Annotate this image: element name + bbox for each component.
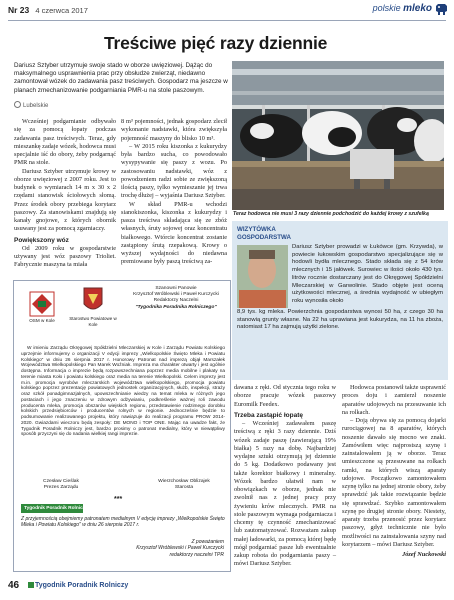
article-author: Józef Nuckowski [402,551,446,558]
issue-date: 4 czerwca 2017 [35,6,88,15]
brand-mleko: mleko [403,3,432,14]
paragraph: 8 m³ pojemności, jednak gospodarz zlecił wykonanie nadstawki, która zwiększyła pojemność maszyny do blisko 10 m³. [121,118,227,142]
signature-1 [26,479,96,491]
footer-brand [27,582,128,589]
paragraph: – Doją obywa się za pomocą dojarki rurociągowej na 8 aparatów, których noszenie dawało się mocno we znaki. Zamówiłem więc najprostszą szynę i zainstalowałem ją w oborze. Teraz umieszczone są przesuwane na rolkach ramki, na których wiszą aparaty udojowe. Początkowo zamontowałem szynę tylko na jednej stronie obory, żeby sprawdzić jak takie rozwiązanie będzie się sprawdzać. Szybko zamontowałem szynę po drugiej stronie obory. Niestety, aparaty trzeba przenosić przez korytarz paszowy, gdyż technicznie nie było możliwości na zainstalowania szyny nad korytarzem – mówi Dariusz Sztyber. [342,417,446,548]
signatory-name: Wierzchosław Oblizajek [158,479,210,484]
reply-text: Z przyjemnością obejmiemy patronatem medialnym V edycję imprezy „Wielkopolskie Święto Mleka i Powiatu Kolskiego" w dniu 26 sierpnia 2017 r. [21,516,225,529]
reply-closing [94,539,224,558]
tpr-badge-label: Tygodnik Poradnik Rolniczy [24,506,88,511]
subheading: Trzeba zastąpić łopatę [234,411,303,419]
addressee-publication: "Tygodnika Poradnika Rolniczego" [135,304,217,310]
profile-text-continued: 8,9 tys. kg mleka. Powierzchnia gospodarstwa wynosi 50 ha, z czego 30 ha stanowią grunty własne. Na 22 ha uprawiana jest kukurydza, na 11 ha zboża, natomiast 17 ha zajmują użytki zielone. [237,309,443,331]
addressee-role: Redaktorzy Naczelni [153,298,199,304]
paragraph: Hodowca postanowił także usprawnić proces doju i zamierzł noszenie aparatów udojowych na przesuwanie ich na rolkach. [342,384,446,416]
barn-photo [232,61,444,210]
separator-stars: *** [114,496,123,503]
photo-caption: Teraz hodowca nie musi 3 razy dziennie podchodzić do każdej krowy z szufelką [233,211,429,217]
paragraph: – W 2015 roku kiszonka z kukurydzy była bardzo sucha, co powodowało wysypywanie się paszy z wozu. Po zastosowaniu nadstawki, wóz z powodzeniem radzi sobie ze zwiększoną ilością paszy, tylko wymieszanie jej trwa trochę dłużej – wyjaśnia Dariusz Sztyber. [121,142,227,200]
closing-greeting: Z poważaniem [191,539,224,545]
addressee-names: Krzysztof Wróblewski i Paweł Kurczycki [133,292,219,298]
closing-names: Krzysztof Wróblewski i Paweł Kurczycki [136,545,224,552]
profile-heading [237,226,291,241]
footer-brand-label: Tygodnik Poradnik Rolniczy [35,582,129,589]
page-number: 46 [8,580,20,591]
letter-addressee [126,286,226,311]
brand-logo [373,3,432,14]
brand-polskie: polskie [372,3,401,13]
signature-2 [144,479,224,491]
header-divider [8,20,446,21]
article-lead: Dariusz Sztyber utrzymuje swoje stado w oborze uwięziowej. Dążąc do maksymalnego usprawnienia prac przy obsłudze zwierząt, niedawno zamontował wózek do zadawania pasz treściwych. Gospodarz ma jeszcze w planach zmechanizowanie podgarniania PMR-u na stole paszowym. [14,62,228,94]
region-tag [14,101,48,109]
profile-heading-line2: GOSPODARSTWA [237,233,291,241]
profile-text: Dariusz Sztyber prowadzi w Łukówce (gm. Krzywda), w powiecie łukowskim gospodarstwo specjalizujące się w hodowli bydła mlecznego. Stado składa się z 54 krów mlecznych i 15 jałówek. Surowiec w ilości około 430 tys. litrów rocznie dostarczany jest do Okręgowej Spółdzielni Mleczarskiej w Garwolinie. Stado objęte jest oceną użytkowości mlecznej, a średnia wydajność w ubiegłym roku wynosiła około [292,244,443,304]
paragraph: W skład PMR-u wchodzi sianokiszonka, kiszonka z kukurydzy i pasza treściwa składająca się ze zbóż własnych, śruty sojowej oraz koncentratu białkowego. Wtórcie koncentrat zostanie zastąpiony śrutą rzepakową. Krowy o wyższej wydajności do niedawna premiowane były paszą treściwą za- [121,200,227,266]
cow-icon [434,2,449,16]
barn-cows-image [232,61,444,210]
coat-of-arms-icon [82,286,104,316]
paragraph: Od 2009 roku w gospodarstwie używany jest wóz paszowy Trioliet. Fabrycznie maszyna ta miała [14,244,116,269]
signatory-role: Prezes Zarządu [43,485,79,490]
tpr-badge [21,504,88,513]
starostwo-logo [68,286,118,336]
region-label: Lubelskie [23,103,49,109]
paragraph: Wcześniej podgarnianie odbywało się za pomocą łopaty podczas zadawania pasz treściwych. Teraz, gdy mieszankę zadaje wózek, hodowca musi specjalnie iść do obory, żeby podgarnąć PMR na stole. [14,118,116,167]
osm-emblem-icon [29,291,55,317]
page-header [0,0,454,22]
closing-role: redaktorzy naczelni TPR [169,551,224,558]
paragraph: dawana z ręki. Od stycznia tego roku w oborze pracuje wózek paszowy Euromilk Feedex. [234,384,336,408]
subheading: Powiększony wóz [14,236,69,244]
patronage-letter [13,280,231,572]
osm-logo-label: OSM w Kole [29,318,55,323]
brand-square-icon [28,582,34,588]
addressee-greeting: Szanowni Panowie [155,286,197,291]
letter-body: W imieniu Zarządu Okręgowej Spółdzielni Mleczarskiej w Kole i Zarządu Powiatu Kolskiego uprzejmie informujemy o organizacji V edycji imprezy „Wielkopolskie Święto Mleka i Powiatu Kolskiego" w dniu 26 sierpnia 2017 r. Honorowy Patronat nad imprezą objął Marszałek Województwa Wielkopolskiego Pan Marek Woźniak. Impreza ma charakter otwarty i jest ogólnie dostępna. Informacja o imprezie będą rozpowszechniana poprzez media mobilne i plakaty na terenie miasta Koło i powiatu kolskiego oraz media na terenie Wielkopolski. Celem imprezy jest m.in. promocja wyrobów mleczarskich województwa wielkopolskiego, promocja powiatu kolskiego poprzez prezentację powiatowych jednostek organizacyjnych, służb, inspekcji, straży oraz szkół ponadgimnazjalnych, upowszechnianie wiedzy na temat mleka w różnych jego postaciach i jego znaczeniu w zdrowym odżywianiu, podkreślenie ważnej roli zawodu producenta mleka, promocja obszarów wiejskich regionu, przedstawienie rodzimego dorobku kolskich przedsiębiorców i producentów rolnych w regionie. Jednocześnie będzie to podsumowanie realizowanego projektu, który nawiązuje do realizacji programu PROW 2014-2020. Gwiazdami wieczoru będą zespoły: DE MONO i TOP ONE. Mając na uwadze fakt, że Tygodnik Poradnik Rolniczy jest, bardzo prosimy o patronat medialny, który w niewątpliwy sposób przyczyni się do nadania wielkiej rangi imprezie. [21,346,225,438]
issue-info [8,5,88,15]
column-1 [14,118,116,270]
profile-heading-line1: WIZYTÓWKA [237,226,276,233]
signatory-name: Czesław Cieślak [43,479,79,484]
location-icon [14,101,21,108]
farmer-portrait [237,245,288,308]
signatory-role: Starosta [174,485,194,490]
osm-logo [20,291,64,331]
paragraph: – Wcześniej zadawałem paszę treściwą z ręki 3 razy dziennie. Dziś wózek zadaje paszę (zawierającą 19% białka) 5 razy na dobę. Najbardziej wydajne sztuki otrzymują jej dziennie do 5 kg. Dodatkowo podawany jest także korektor białkowy i mineralny. Wózek bardzo ułatwił nam w obowiązkach w oborze, jednak nie zwolnił nas z jednej pracy przy żywieniu krów mlecznych. PMR na stole paszowym wymaga podgarniacza i chcemy tę czynność zmechanizować lub zautomatyzować. Rozważam zakup małej ładowarki, za pomocą której będę mógł podgarniać pasze lub ewentualnie zakup robota do podgarniania paszy – mówi Dariusz Sztyber. [234,420,336,568]
column-2 [121,118,227,267]
article-title: Treściwe pięć razy dziennie [104,33,328,53]
issue-number: Nr 23 [8,5,30,15]
starostwo-logo-label: Starostwo Powiatowe w Kole [69,316,117,327]
column-4 [342,384,446,559]
paragraph: Dariusz Sztyber utrzymuje krowy w oborze uwięziowej z 2007 roku. Jest to budynek o wymiarach 14 m x 30 x 2 rzędami stanowisk ściołowych słomą. Przez środek obory przebiega korytarz paszowy. Za stanowiskami znajdują się kanały gnojowe, z których obornik usuwany jest za pomocą zgarniaczy. [14,167,116,233]
column-3 [234,384,336,569]
